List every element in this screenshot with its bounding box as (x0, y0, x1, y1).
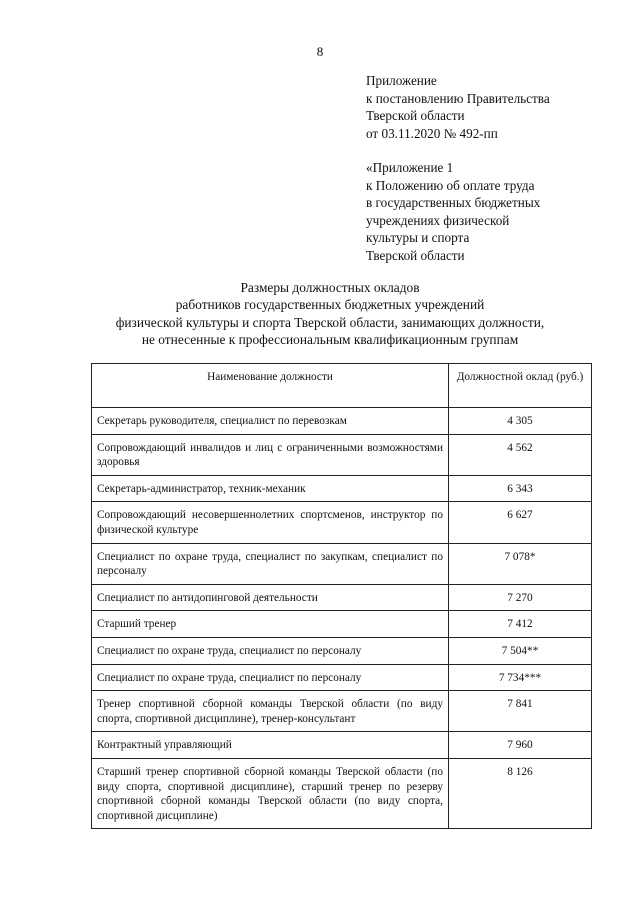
position-name: Сопровождающий инвалидов и лиц с ограниченными возможностями здоровья (92, 434, 449, 475)
appendix-header (366, 72, 626, 142)
salary-value: 8 126 (449, 758, 592, 828)
position-name: Сопровождающий несовершеннолетних спортсменов, инструктор по физической культуре (92, 502, 449, 543)
table-row (92, 543, 592, 584)
appendix1-line: к Положению об оплате труда (366, 177, 535, 193)
position-name: Секретарь руководителя, специалист по перевозкам (92, 408, 449, 435)
appendix1-line: в государственных бюджетных (366, 195, 541, 211)
appendix-line: Приложение (366, 73, 437, 88)
position-name: Контрактный управляющий (92, 732, 449, 759)
table-row (92, 475, 592, 502)
appendix1-line: «Приложение 1 (366, 160, 454, 175)
appendix-line: от 03.11.2020 № 492-пп (366, 125, 498, 141)
salary-value: 7 841 (449, 691, 592, 732)
salary-value: 6 343 (449, 475, 592, 502)
salary-value: 4 305 (449, 408, 592, 435)
salary-value: 7 412 (449, 611, 592, 638)
appendix1-header (366, 159, 626, 265)
position-name: Специалист по охране труда, специалист по персоналу (92, 637, 449, 664)
salary-table (91, 363, 592, 829)
table-row (92, 691, 592, 732)
document-title (60, 279, 600, 349)
salary-value: 7 734*** (449, 664, 592, 691)
header-position-name: Наименование должности (92, 364, 449, 408)
table-row (92, 664, 592, 691)
appendix-line: к постановлению Правительства (366, 90, 550, 106)
table-row (92, 434, 592, 475)
table-row (92, 584, 592, 611)
table-row (92, 408, 592, 435)
appendix1-line: учреждениях физической (366, 212, 510, 228)
table-row (92, 637, 592, 664)
table-header-row (92, 364, 592, 408)
table-row (92, 502, 592, 543)
title-line: не отнесенные к профессиональным квалификационным группам (141, 332, 519, 348)
table-row (92, 732, 592, 759)
position-name: Специалист по охране труда, специалист по персоналу (92, 664, 449, 691)
header-salary: Должностной оклад (руб.) (449, 364, 592, 408)
position-name: Тренер спортивной сборной команды Тверской области (по виду спорта, спортивной дисциплине), тренер-консультант (92, 691, 449, 732)
salary-value: 7 270 (449, 584, 592, 611)
table-row (92, 611, 592, 638)
appendix1-line: Тверской области (366, 247, 465, 263)
title-line: физической культуры и спорта Тверской области, занимающих должности, (115, 314, 545, 330)
appendix1-line: культуры и спорта (366, 230, 470, 246)
salary-value: 7 504** (449, 637, 592, 664)
page-number: 8 (316, 44, 324, 59)
position-name: Старший тренер спортивной сборной команды Тверской области (по виду спорта, спортивной дисциплине), старший тренер по резерву спортивной сборной команды Тверской области (по виду спорта, спортивной дисциплине) (92, 758, 449, 828)
position-name: Специалист по антидопинговой деятельности (92, 584, 449, 611)
position-name: Старший тренер (92, 611, 449, 638)
salary-value: 7 960 (449, 732, 592, 759)
table-row (92, 758, 592, 828)
position-name: Специалист по охране труда, специалист по закупкам, специалист по персоналу (92, 543, 449, 584)
salary-value: 4 562 (449, 434, 592, 475)
appendix-line: Тверской области (366, 108, 465, 124)
salary-value: 6 627 (449, 502, 592, 543)
title-line: Размеры должностных окладов (240, 280, 420, 295)
title-line: работников государственных бюджетных учреждений (175, 297, 485, 313)
salary-value: 7 078* (449, 543, 592, 584)
position-name: Секретарь-администратор, техник-механик (92, 475, 449, 502)
